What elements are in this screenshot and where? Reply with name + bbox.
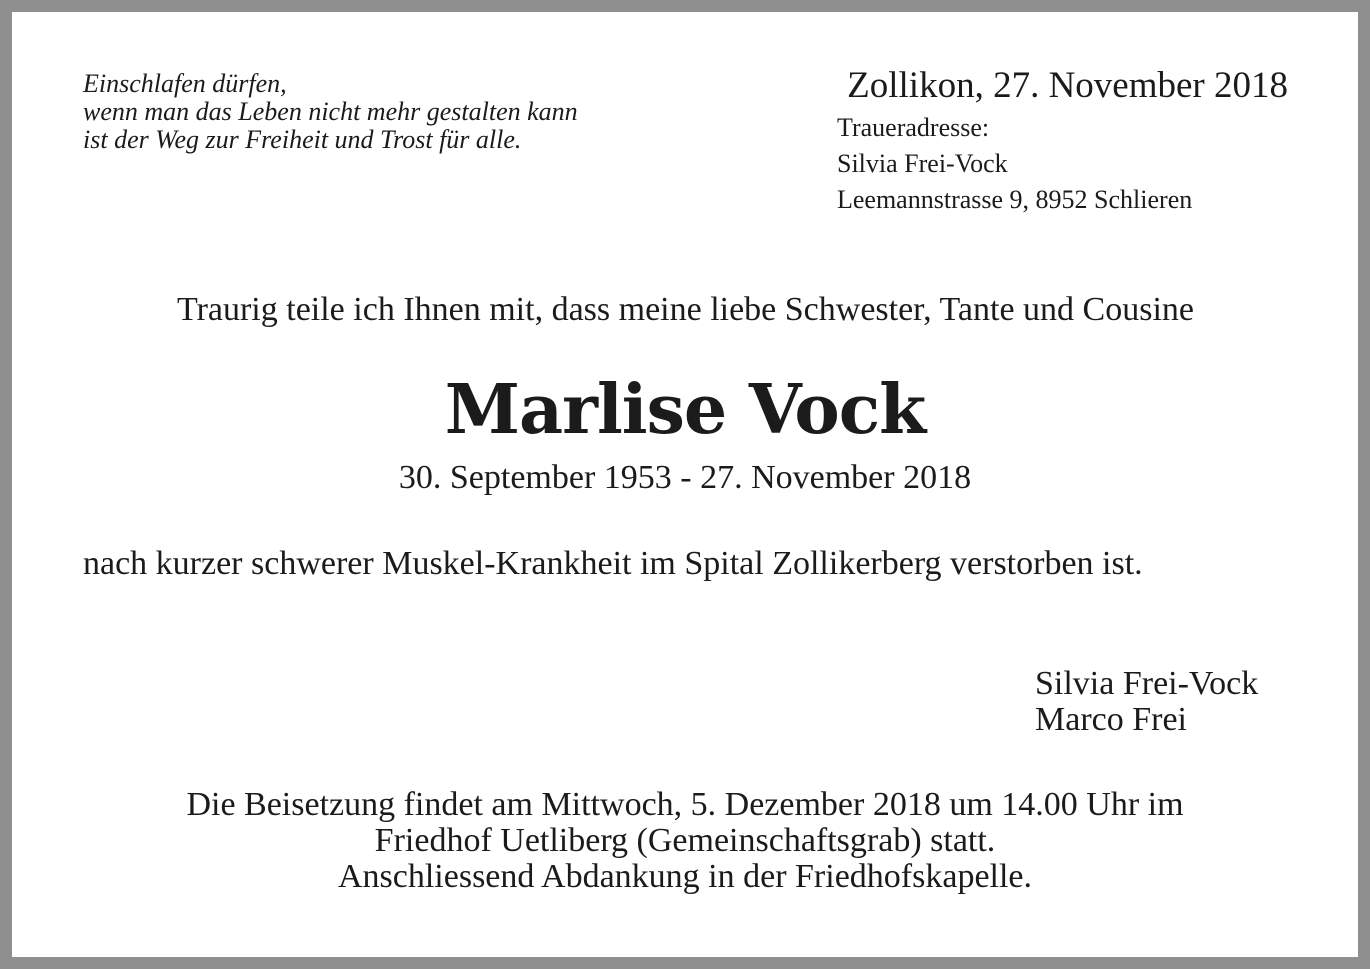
signers [1035, 666, 1258, 738]
verse-line: Einschlafen dürfen, [83, 69, 287, 98]
announcement-intro: Traurig teile ich Ihnen mit, dass meine liebe Schwester, Tante und Cousine [177, 291, 1194, 328]
funeral-details [12, 787, 1358, 895]
address-name: Silvia Frei-Vock [837, 149, 1008, 178]
funeral-line: Die Beisetzung findet am Mittwoch, 5. Dezember 2018 um 14.00 Uhr im [186, 786, 1184, 823]
deceased-name: Marlise Vock [444, 370, 926, 450]
funeral-line: Anschliessend Abdankung in der Friedhofskapelle. [337, 858, 1033, 895]
obituary-card [12, 12, 1358, 957]
signer-name: Marco Frei [1035, 701, 1188, 738]
life-dates: 30. September 1953 - 27. November 2018 [398, 459, 972, 496]
signer-name: Silvia Frei-Vock [1035, 665, 1259, 702]
passing-text: nach kurzer schwerer Muskel-Krankheit im Spital Zollikerberg verstorben ist. [83, 545, 1143, 582]
address-street: Leemannstrasse 9, 8952 Schlieren [837, 185, 1193, 214]
address-label: Traueradresse: [837, 113, 990, 142]
funeral-line: Friedhof Uetliberg (Gemeinschaftsgrab) statt. [374, 822, 996, 859]
verse-line: ist der Weg zur Freiheit und Trost für alle. [83, 125, 522, 154]
memorial-verse [83, 70, 703, 154]
place-date: Zollikon, 27. November 2018 [847, 65, 1288, 106]
mourning-address [837, 110, 1192, 218]
verse-line: wenn man das Leben nicht mehr gestalten kann [83, 97, 578, 126]
